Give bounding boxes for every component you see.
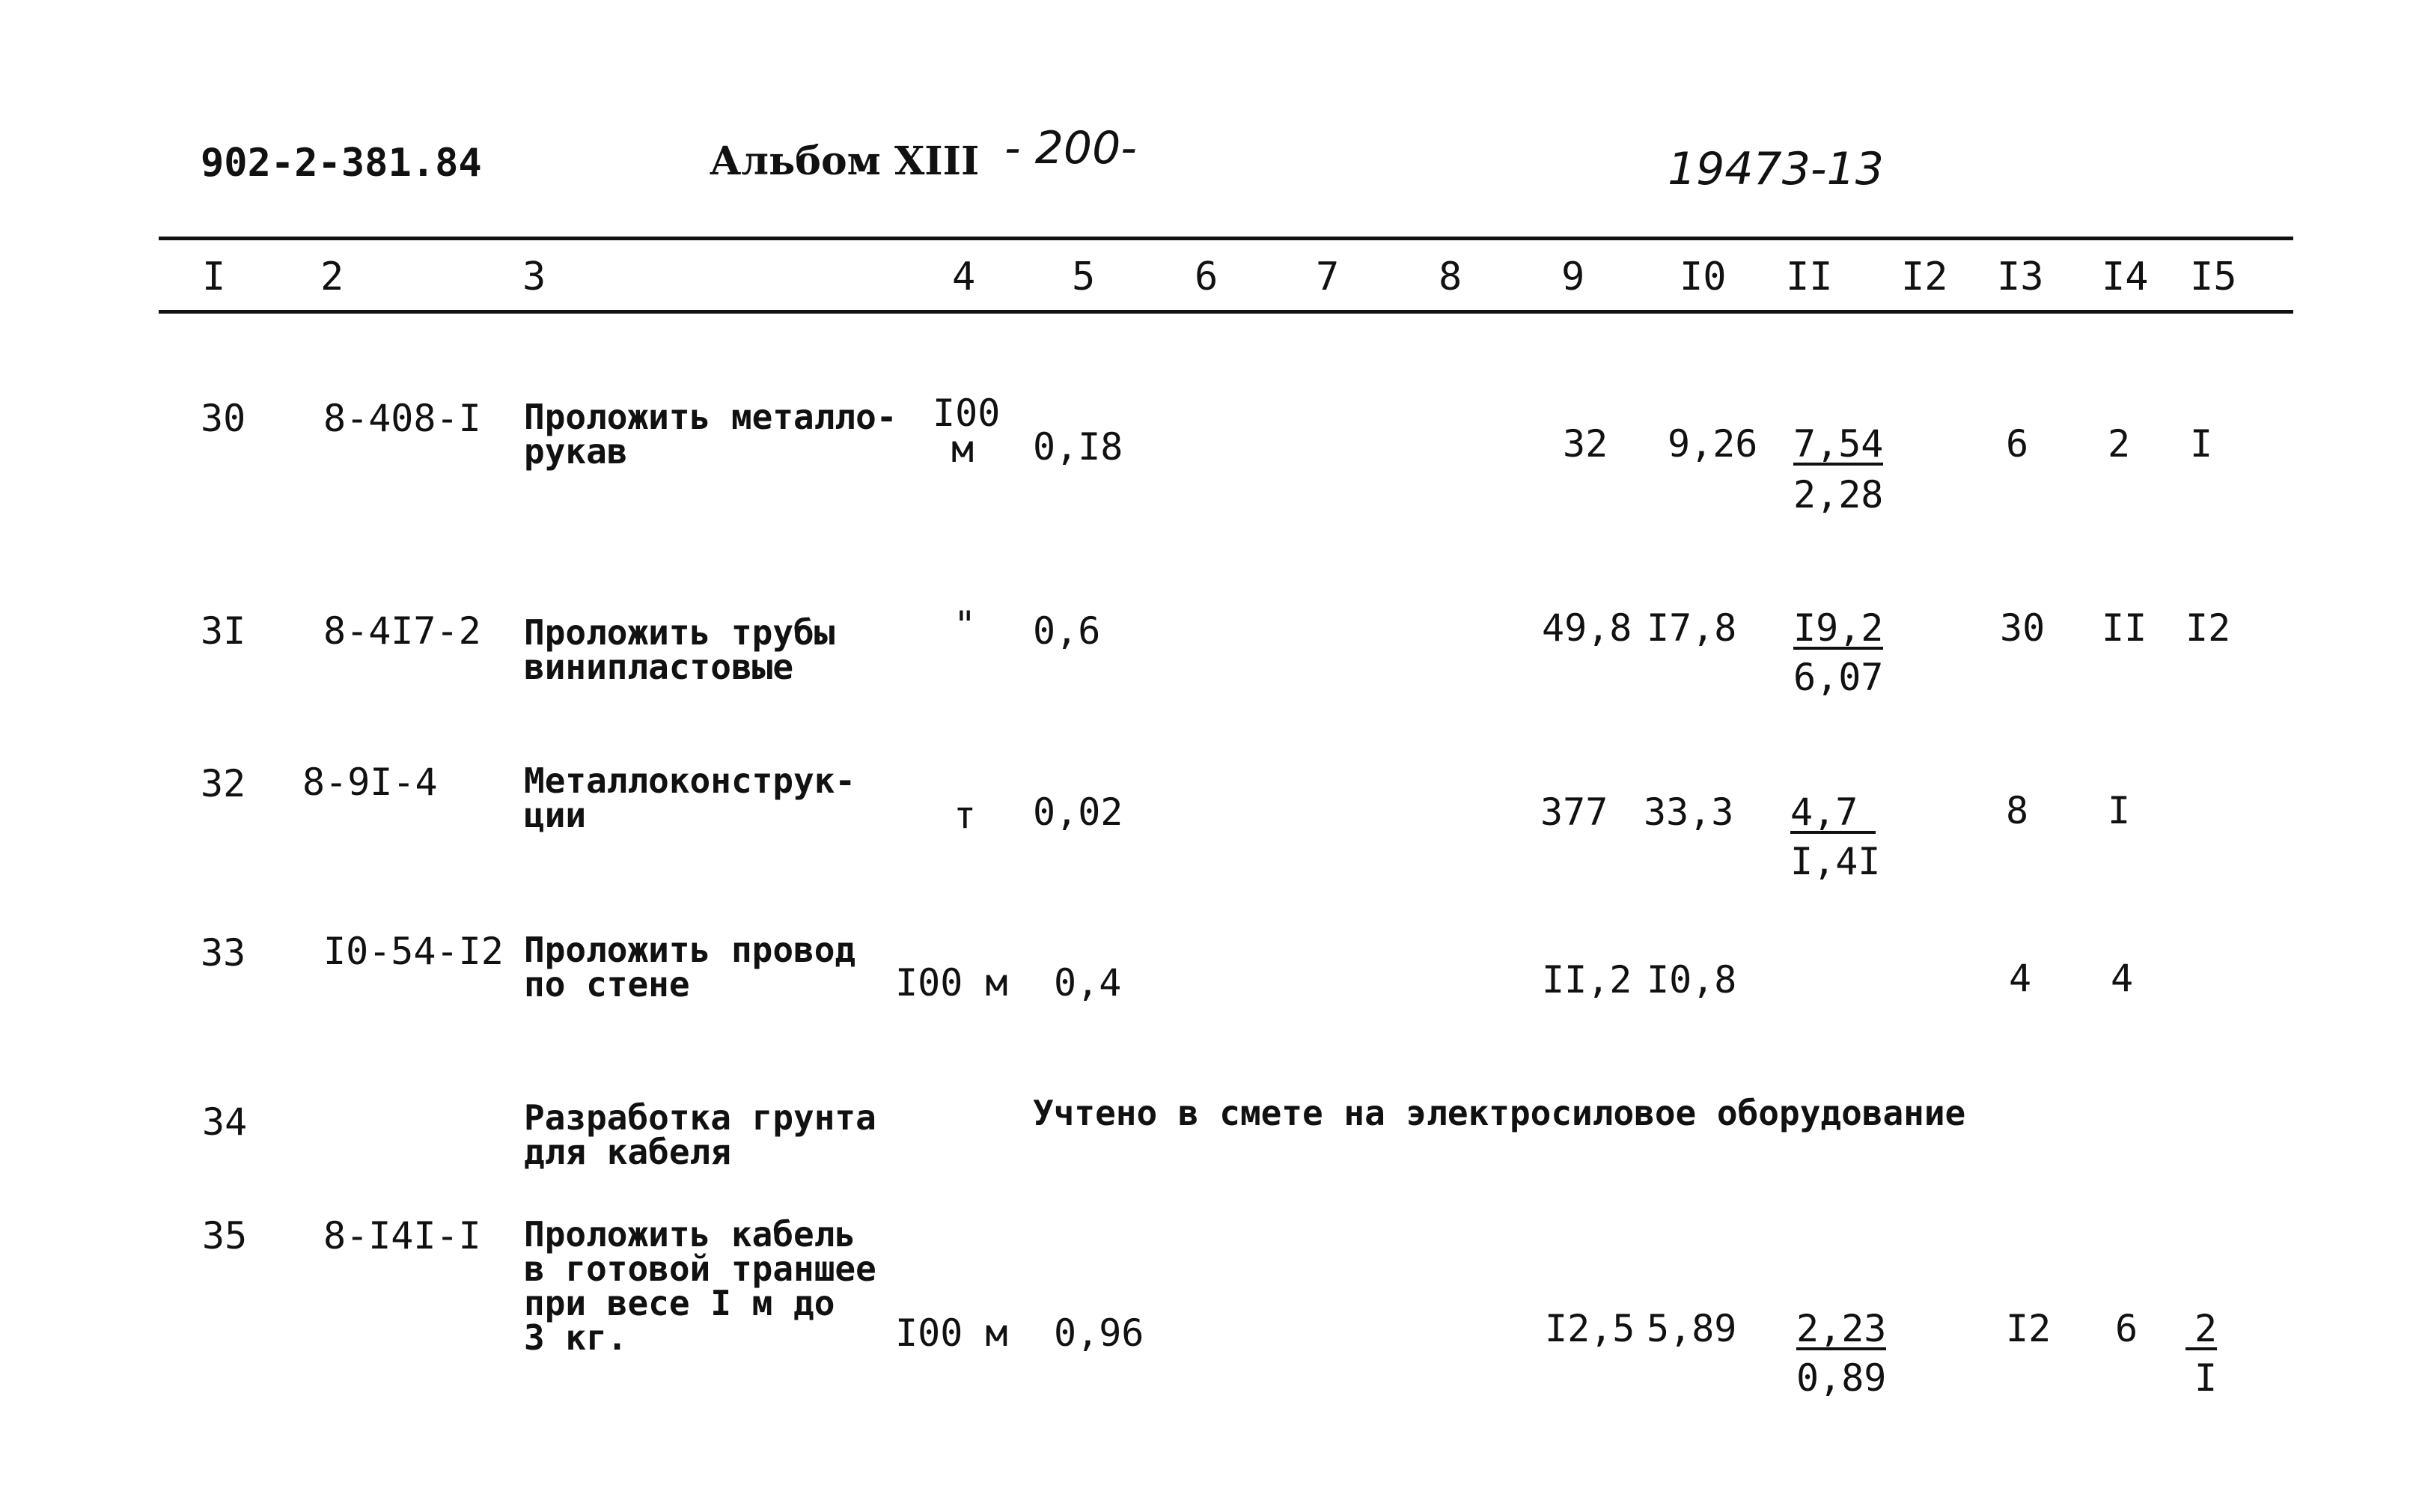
column-header: I4	[2102, 254, 2149, 299]
row-number: 34	[202, 1100, 248, 1144]
col9-value: 32	[1563, 422, 1608, 466]
column-header: 8	[1439, 254, 1462, 299]
inventory-number: 19473-13	[1668, 143, 1884, 195]
col14-value: I	[2108, 789, 2131, 832]
col11-top-value: I9,2	[1793, 606, 1884, 650]
col9-value: 49,8	[1542, 606, 1632, 650]
col11-top-value: 4,7	[1790, 793, 1876, 834]
col9-value: II,2	[1542, 958, 1632, 1002]
column-header: I	[202, 254, 226, 299]
table-top-rule	[159, 237, 2293, 240]
work-description: Проложить металло- рукав	[524, 397, 897, 472]
column-header: 5	[1072, 254, 1096, 299]
row-number: 35	[202, 1214, 248, 1258]
col10-value: 5,89	[1647, 1307, 1737, 1350]
col11-bottom-value: I,4I	[1790, 840, 1881, 883]
quantity: 0,02	[1033, 790, 1123, 834]
col13-value: 6	[2006, 422, 2029, 466]
norm-code: I0-54-I2	[323, 930, 504, 973]
col11-bottom-value: 6,07	[1793, 656, 1884, 699]
norm-code: 8-9I-4	[302, 760, 438, 804]
col14-value: II	[2102, 606, 2147, 650]
col11-bottom-value: 2,28	[1793, 473, 1884, 516]
column-header: I3	[1997, 254, 2044, 299]
col13-value: I2	[2006, 1307, 2052, 1350]
column-header: I0	[1680, 254, 1727, 299]
norm-code: 8-408-I	[323, 397, 481, 440]
column-header: 7	[1316, 254, 1340, 299]
album-label: Альбом XIII	[710, 138, 980, 184]
norm-code: 8-I4I-I	[323, 1214, 481, 1258]
column-header: 6	[1195, 254, 1218, 299]
unit: I00 м	[895, 961, 1008, 1005]
norm-code: 8-4I7-2	[323, 609, 481, 653]
col10-value: 33,3	[1644, 790, 1734, 834]
row-number: 3I	[201, 609, 246, 653]
col9-value: I2,5	[1545, 1307, 1635, 1350]
column-header: 4	[952, 254, 976, 299]
work-description: Разработка грунта для кабеля	[524, 1097, 876, 1172]
col10-value: I0,8	[1647, 958, 1737, 1002]
col15-bottom-value: I	[2194, 1356, 2218, 1400]
col11-top-value: 2,23	[1796, 1307, 1887, 1350]
col13-value: 4	[2009, 957, 2032, 1000]
col10-value: I7,8	[1647, 606, 1737, 650]
unit: т	[954, 793, 977, 837]
col11-bottom-value: 0,89	[1796, 1356, 1887, 1400]
column-header: 9	[1561, 254, 1585, 299]
unit: I00 м	[933, 391, 1001, 471]
col15-value: I	[2190, 422, 2213, 466]
work-description: Проложить трубы винипластовые	[524, 612, 835, 687]
document-code: 902-2-381.84	[201, 141, 482, 186]
quantity: 0,4	[1054, 961, 1122, 1005]
col13-value: 8	[2006, 789, 2029, 832]
column-header: 2	[320, 254, 344, 299]
row-number: 32	[201, 762, 246, 805]
unit: I00 м	[895, 1311, 1008, 1355]
work-description: Проложить провод по стене	[524, 930, 856, 1005]
col14-value: 2	[2108, 422, 2131, 466]
page-number: - 200-	[1004, 122, 1137, 174]
column-header-rule	[159, 310, 2293, 314]
col13-value: 30	[2000, 606, 2046, 650]
row-number: 30	[201, 397, 246, 440]
col15-top-value: 2	[2185, 1310, 2217, 1350]
quantity: 0,6	[1033, 609, 1101, 653]
col14-value: 6	[2115, 1307, 2138, 1350]
work-description: Проложить кабель в готовой траншее при весе I м до 3 кг.	[524, 1214, 876, 1358]
unit: "	[954, 603, 977, 647]
column-header: I5	[2190, 254, 2237, 299]
col10-value: 9,26	[1668, 422, 1758, 466]
col9-value: 377	[1540, 790, 1608, 834]
col11-top-value: 7,54	[1793, 422, 1884, 466]
row-number: 33	[201, 931, 246, 975]
column-header: II	[1786, 254, 1833, 299]
quantity: 0,I8	[1033, 425, 1123, 469]
quantity: 0,96	[1054, 1311, 1144, 1355]
col14-value: 4	[2111, 957, 2134, 1000]
col15-value: I2	[2185, 606, 2231, 650]
column-header: I2	[1901, 254, 1948, 299]
accounted-note: Учтено в смете на электросиловое оборудование	[1033, 1093, 1966, 1133]
column-header: 3	[522, 254, 546, 299]
work-description: Металлоконструк- ции	[524, 760, 856, 835]
